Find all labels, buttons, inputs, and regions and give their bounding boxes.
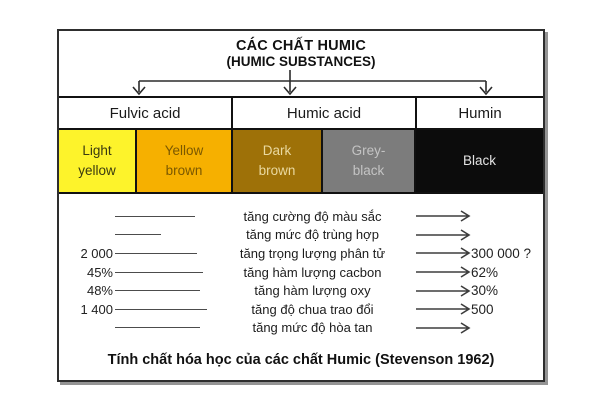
right-value: 300 000 ?: [471, 245, 532, 261]
level-line: [115, 216, 195, 217]
right-arrow-icon: [416, 229, 471, 241]
gradient-row-molecular-weight: [59, 244, 543, 263]
level-line: [115, 309, 207, 310]
property-label: tăng cường độ màu sắc: [243, 208, 382, 224]
band-label-line: brown: [258, 163, 296, 178]
left-value: 45%: [86, 264, 113, 280]
property-label: tăng mức độ hòa tan: [252, 320, 373, 336]
right-arrow-icon: [416, 247, 471, 259]
gradient-row-solubility: [59, 319, 543, 338]
property-label: tăng hàm lượng oxy: [254, 283, 371, 299]
right-arrow-icon: [416, 303, 471, 315]
level-line: [115, 290, 200, 291]
fraction-humin: Humin: [417, 98, 543, 128]
band-label-line: black: [352, 163, 385, 178]
level-line: [115, 234, 161, 235]
gradient-row-color-intensity: [59, 207, 543, 226]
color-band-grey-black: [323, 130, 416, 192]
left-value: 1 400: [80, 301, 113, 317]
band-label-line: brown: [165, 163, 203, 178]
right-value: 62%: [471, 264, 499, 280]
humic-substances-diagram: [57, 29, 545, 382]
diagram-caption: Tính chất hóa học của các chất Humic (Stevenson 1962): [107, 352, 495, 368]
band-label-line: Grey-: [351, 142, 386, 158]
right-arrow-icon: [416, 285, 471, 297]
band-label-line: Yellow: [164, 142, 204, 158]
property-label: tăng mức độ trùng hợp: [246, 227, 379, 243]
classification-table: [59, 96, 543, 194]
color-band-row: [59, 128, 543, 192]
gradient-row-oxygen-content: [59, 281, 543, 300]
title-english: (HUMIC SUBSTANCES): [226, 54, 376, 69]
fraction-fulvic-acid: Fulvic acid: [59, 98, 233, 128]
title-vietnamese: CÁC CHẤT HUMIC: [235, 38, 367, 54]
color-band-yellow-brown: [137, 130, 233, 192]
right-arrow-icon: [416, 322, 471, 334]
right-value: 30%: [471, 283, 499, 299]
gradient-row-polymerization: [59, 226, 543, 245]
right-arrow-icon: [416, 266, 471, 278]
level-line: [115, 272, 203, 273]
diagram-title: [59, 31, 543, 69]
property-label: tăng trọng lượng phân tử: [239, 245, 386, 261]
property-label: tăng hàm lượng cacbon: [243, 264, 382, 280]
left-value: 2 000: [80, 245, 113, 261]
color-band-light-yellow: [59, 130, 137, 192]
band-label-line: Dark: [262, 142, 292, 158]
band-label-line: yellow: [78, 163, 116, 178]
branch-down-arrows-icon: [59, 69, 543, 97]
level-line: [115, 253, 197, 254]
color-band-black: [416, 130, 543, 192]
band-label-line: Black: [462, 152, 496, 168]
color-band-dark-brown: [233, 130, 323, 192]
property-gradient-section: [59, 194, 543, 348]
level-line: [115, 327, 200, 328]
gradient-row-exchange-acidity: [59, 300, 543, 319]
band-label-line: Light: [82, 142, 112, 158]
property-label: tăng độ chua trao đổi: [251, 301, 374, 317]
right-value: 500: [471, 301, 494, 317]
fraction-humic-acid: Humic acid: [233, 98, 417, 128]
left-value: 48%: [86, 283, 113, 299]
gradient-row-carbon-content: [59, 263, 543, 282]
title-section: [59, 31, 543, 96]
fraction-label-row: [59, 98, 543, 128]
right-arrow-icon: [416, 210, 471, 222]
